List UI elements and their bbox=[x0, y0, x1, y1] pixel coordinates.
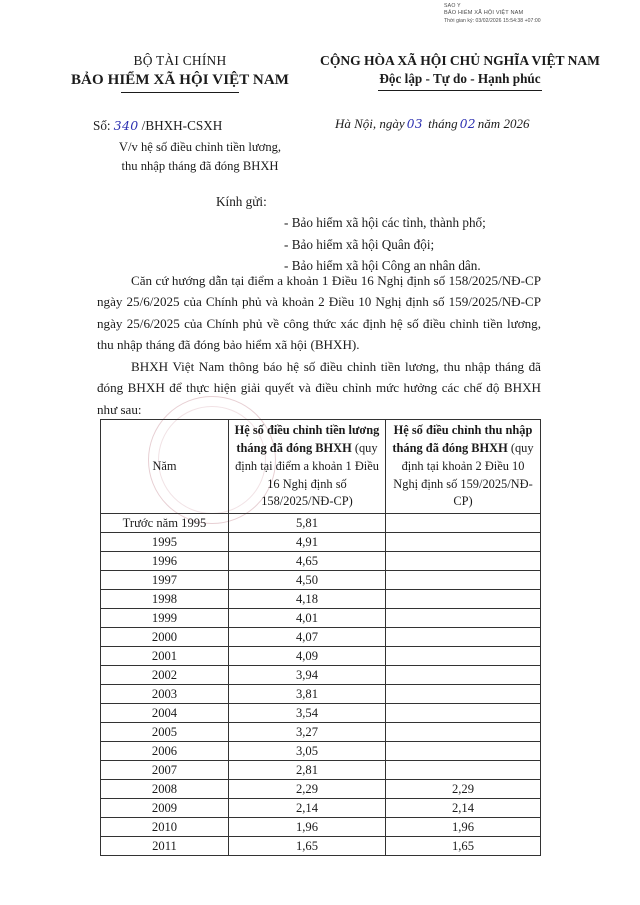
table-header-row bbox=[101, 420, 541, 514]
cell-year: 2005 bbox=[101, 723, 229, 742]
cell-salary: 5,81 bbox=[229, 514, 386, 533]
agency-name-wrap bbox=[71, 70, 289, 93]
digital-signature-stamp bbox=[444, 3, 634, 24]
table-row bbox=[101, 514, 541, 533]
cell-income bbox=[386, 761, 541, 780]
cell-salary: 3,54 bbox=[229, 704, 386, 723]
cell-year: 1999 bbox=[101, 609, 229, 628]
column-header-income-bold: Hệ số điều chỉnh thu nhập tháng đã đóng BHXH bbox=[392, 423, 533, 455]
signature-line-timestamp: Thời gian ký: 03/02/2026 15:54:38 +07:00 bbox=[444, 17, 541, 24]
nation-motto: Độc lập - Tự do - Hạnh phúc bbox=[379, 71, 541, 87]
document-number-suffix: /BHXH-CSXH bbox=[141, 118, 223, 133]
date-month: 02 bbox=[459, 117, 476, 131]
place-and-date bbox=[335, 116, 529, 132]
nation-motto-wrap bbox=[378, 70, 542, 90]
cell-income bbox=[386, 647, 541, 666]
agency-underline bbox=[121, 92, 239, 93]
cell-income bbox=[386, 514, 541, 533]
cell-salary: 4,01 bbox=[229, 609, 386, 628]
cell-income bbox=[386, 666, 541, 685]
cell-income bbox=[386, 609, 541, 628]
table-row bbox=[101, 837, 541, 856]
document-number-value: 340 bbox=[113, 118, 139, 133]
cell-year: 1995 bbox=[101, 533, 229, 552]
letterhead-left bbox=[55, 52, 305, 93]
cell-salary: 3,94 bbox=[229, 666, 386, 685]
table-row bbox=[101, 628, 541, 647]
cell-income bbox=[386, 742, 541, 761]
cell-salary: 2,81 bbox=[229, 761, 386, 780]
letterhead bbox=[0, 52, 640, 102]
table-row bbox=[101, 571, 541, 590]
place-prefix: Hà Nội, ngày bbox=[335, 116, 405, 131]
cell-salary: 4,65 bbox=[229, 552, 386, 571]
nation-title: CỘNG HÒA XÃ HỘI CHỦ NGHĨA VIỆT NAM bbox=[320, 53, 600, 68]
cell-year: 2004 bbox=[101, 704, 229, 723]
subject-line-2: thu nhập tháng đã đóng BHXH bbox=[121, 158, 279, 173]
cell-year: 2007 bbox=[101, 761, 229, 780]
cell-income: 1,65 bbox=[386, 837, 541, 856]
cell-income bbox=[386, 590, 541, 609]
body-paragraph-1 bbox=[97, 270, 541, 355]
cell-year: 2001 bbox=[101, 647, 229, 666]
cell-year: 1997 bbox=[101, 571, 229, 590]
cell-salary: 4,09 bbox=[229, 647, 386, 666]
cell-salary: 4,91 bbox=[229, 533, 386, 552]
cell-year: 2003 bbox=[101, 685, 229, 704]
table-row bbox=[101, 685, 541, 704]
body-paragraph-2 bbox=[97, 356, 541, 420]
month-label: tháng bbox=[428, 116, 458, 131]
cell-income bbox=[386, 704, 541, 723]
table-row bbox=[101, 723, 541, 742]
table-body bbox=[101, 514, 541, 856]
cell-year: 2006 bbox=[101, 742, 229, 761]
table-row bbox=[101, 761, 541, 780]
table-row bbox=[101, 704, 541, 723]
cell-income bbox=[386, 552, 541, 571]
document-subject bbox=[85, 138, 315, 176]
cell-year: 2008 bbox=[101, 780, 229, 799]
cell-salary: 3,81 bbox=[229, 685, 386, 704]
list-item: - Bảo hiểm xã hội các tỉnh, thành phố; bbox=[284, 215, 486, 231]
signature-line-sao-y: SAO Y bbox=[444, 3, 461, 9]
date-day: 03 bbox=[406, 117, 423, 131]
table-row bbox=[101, 552, 541, 571]
table-row bbox=[101, 533, 541, 552]
document-number bbox=[93, 118, 222, 134]
list-item: - Bảo hiểm xã hội Công an nhân dân. bbox=[284, 257, 481, 273]
cell-year: 2009 bbox=[101, 799, 229, 818]
table-row bbox=[101, 742, 541, 761]
cell-income bbox=[386, 571, 541, 590]
signature-line-agency: BẢO HIỂM XÃ HỘI VIỆT NAM bbox=[444, 10, 524, 17]
cell-salary: 4,18 bbox=[229, 590, 386, 609]
table-row bbox=[101, 590, 541, 609]
table-row bbox=[101, 647, 541, 666]
paragraph-1-text: Căn cứ hướng dẫn tại điểm a khoản 1 Điều 16 Nghị định số 158/2025/NĐ-CP ngày 25/6/2025 của Chính phủ và khoản 2 Điều 10 Nghị định số 159/2025/NĐ-CP ngày 25/6/2025 của Chính phủ về công thức xác định hệ số điều chỉnh tiền lương, thu nhập tháng đã đóng bảo hiểm xã hội (BHXH). bbox=[97, 273, 541, 352]
cell-salary: 2,29 bbox=[229, 780, 386, 799]
column-header-income bbox=[386, 420, 541, 514]
cell-income bbox=[386, 628, 541, 647]
year-label: năm bbox=[477, 116, 501, 131]
list-item: - Bảo hiểm xã hội Quân đội; bbox=[284, 236, 435, 252]
column-header-salary-note: (quy định tại điểm a khoản 1 Điều 16 Nghị định số 158/2025/NĐ-CP) bbox=[235, 440, 379, 509]
column-header-income-note: (quy định tại khoản 2 Điều 10 Nghị định số 159/2025/NĐ-CP) bbox=[393, 440, 534, 509]
date-year: 2026 bbox=[503, 116, 530, 131]
cell-year: 1998 bbox=[101, 590, 229, 609]
cell-income: 2,14 bbox=[386, 799, 541, 818]
document-number-label: Số: bbox=[93, 118, 111, 133]
column-header-salary-bold: Hệ số điều chỉnh tiền lương tháng đã đóng BHXH bbox=[234, 423, 380, 455]
cell-salary: 4,07 bbox=[229, 628, 386, 647]
cell-salary: 3,27 bbox=[229, 723, 386, 742]
cell-income: 2,29 bbox=[386, 780, 541, 799]
cell-salary: 4,50 bbox=[229, 571, 386, 590]
table-row bbox=[101, 818, 541, 837]
nation-motto-underline bbox=[378, 90, 542, 91]
column-header-salary bbox=[229, 420, 386, 514]
cell-income bbox=[386, 685, 541, 704]
cell-year: 2000 bbox=[101, 628, 229, 647]
cell-income bbox=[386, 533, 541, 552]
table-row bbox=[101, 609, 541, 628]
letterhead-right bbox=[300, 52, 620, 91]
agency-name: BẢO HIỂM XÃ HỘI VIỆT NAM bbox=[70, 72, 290, 89]
column-header-year: Năm bbox=[101, 420, 229, 514]
table-row bbox=[101, 780, 541, 799]
ministry-name: BỘ TÀI CHÍNH bbox=[133, 53, 227, 68]
subject-line-1: V/v hệ số điều chỉnh tiền lương, bbox=[118, 140, 282, 154]
cell-year: 1996 bbox=[101, 552, 229, 571]
cell-year: 2002 bbox=[101, 666, 229, 685]
cell-year: 2010 bbox=[101, 818, 229, 837]
cell-income bbox=[386, 723, 541, 742]
table-header bbox=[101, 420, 541, 514]
recipients-block bbox=[216, 191, 486, 276]
cell-salary: 2,14 bbox=[229, 799, 386, 818]
cell-salary: 1,65 bbox=[229, 837, 386, 856]
table-row bbox=[101, 799, 541, 818]
recipients-list bbox=[216, 212, 486, 276]
recipients-salutation: Kính gửi: bbox=[216, 194, 267, 209]
cell-salary: 3,05 bbox=[229, 742, 386, 761]
cell-year: Trước năm 1995 bbox=[101, 514, 229, 533]
cell-income: 1,96 bbox=[386, 818, 541, 837]
cell-year: 2011 bbox=[101, 837, 229, 856]
table-row bbox=[101, 666, 541, 685]
adjustment-coefficient-table bbox=[100, 419, 541, 856]
paragraph-2-text: BHXH Việt Nam thông báo hệ số điều chỉnh tiền lương, thu nhập tháng đã đóng BHXH để thực hiện giải quyết và điều chỉnh mức hưởng các chế độ BHXH như sau: bbox=[97, 359, 541, 417]
cell-salary: 1,96 bbox=[229, 818, 386, 837]
